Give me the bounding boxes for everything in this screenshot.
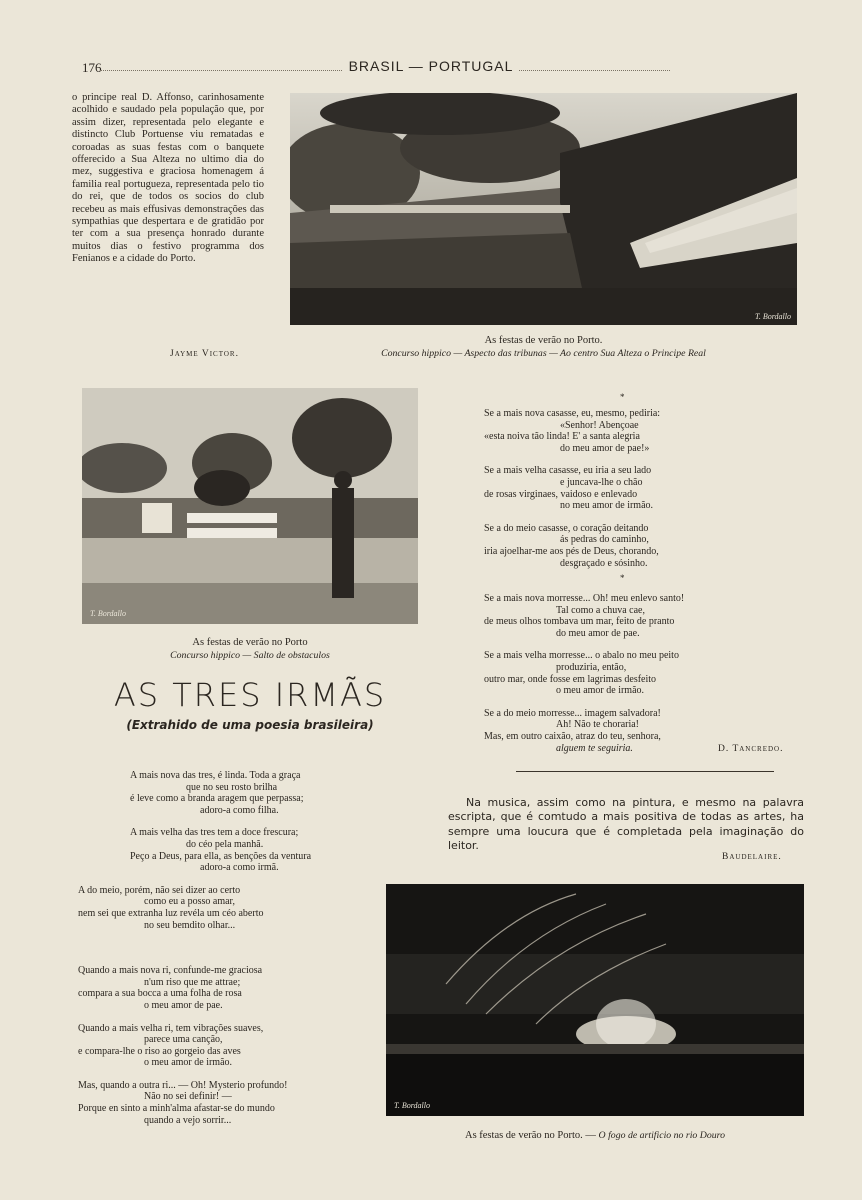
poem-line: o meu amor de pae. <box>144 999 223 1011</box>
poem-line: A do meio, porém, não sei dizer ao certo <box>78 884 241 896</box>
poem-line: e juncava-lhe o chão <box>560 476 643 488</box>
poem-line: de rosas virginaes, vaidoso e enlevado <box>484 488 638 500</box>
caption-obstaculos-title: As festas de verão no Porto <box>192 637 308 648</box>
poem-stanza <box>78 770 378 816</box>
article-paragraph: o principe real D. Affonso, carinhosamente acolhido e saudado pela população que, por assim dizer, representada pelo elegante e distincto Club Portuense viu rematadas e coroadas as suas festas com o banquete offerecido a Sua Alteza no ultimo dia do mez, suggestiva e graciosa homenagem á familia real portugueza, representada pelo tio do rei, que de todos os socios do club recebeu as mais effusivas demonstrações das sympathias que despertara e de gratidão por ter com a sua presença honrado durante muitos dias o festivo programma dos Fenianos e a cidade do Porto. <box>72 92 264 265</box>
page-number: 176 <box>82 60 102 75</box>
poem-line: produziria, então, <box>556 661 627 673</box>
poem-stanza <box>484 593 804 639</box>
poem-line: iria ajoelhar-me aos pés de Deus, chorando, <box>484 545 659 557</box>
poem-left <box>78 770 378 1137</box>
poem-line: Se a do meio morresse... imagem salvadora! <box>484 707 661 719</box>
photo-credit: T. Bordallo <box>394 1101 431 1110</box>
poem-line: nem sei que extranha luz revéla um céo aberto <box>78 907 264 919</box>
poem-line: Se a mais velha morresse... o abalo no meu peito <box>484 650 679 662</box>
photo-obstaculos <box>82 388 418 624</box>
poem-stanza <box>78 827 378 873</box>
poem-line: quando a vejo sorrir... <box>144 1114 232 1126</box>
poem-stanza <box>78 1080 378 1126</box>
ornament-star: * <box>620 392 625 402</box>
poem-line: parece uma canção, <box>144 1034 223 1046</box>
poem-right <box>484 408 804 580</box>
poem-title: AS TRES IRMÃS <box>113 676 387 714</box>
caption-fogo-title: As festas de verão no Porto. — <box>464 1130 596 1141</box>
poem-line: do céo pela manhã. <box>186 838 264 850</box>
poem-line: adoro-a como filha. <box>200 804 279 816</box>
poem-stanza <box>484 650 804 696</box>
poem-line: Se a mais nova casasse, eu, mesmo, pediria: <box>484 408 661 419</box>
running-head-title: BRASIL — PORTUGAL <box>343 58 520 74</box>
poem-stanza <box>484 523 804 569</box>
poem-line: no meu amor de irmão. <box>560 500 654 512</box>
poem-stanza <box>484 465 804 511</box>
poem-line: n'um riso que me attrae; <box>144 976 241 988</box>
poem-line: «esta noiva tão linda! E' a santa alegria <box>484 431 640 443</box>
poem-stanza <box>78 1023 378 1069</box>
caption-fogo <box>386 1129 804 1142</box>
poem-line: desgraçado e sósinho. <box>560 557 648 569</box>
poem-line: alguem te seguiria. <box>556 742 633 754</box>
poem-line: do meu amor de pae. <box>556 627 640 639</box>
poem-line: «Senhor! Abençoae <box>560 419 639 431</box>
poem-line: como eu a posso amar, <box>144 896 235 908</box>
poem-line: Quando a mais nova ri, confunde-me graciosa <box>78 965 263 977</box>
photo-credit: T. Bordallo <box>90 609 127 618</box>
poem-stanza <box>78 965 378 1011</box>
poem-line: Não no sei definir! — <box>144 1091 232 1103</box>
quote-signature: Baudelaire. <box>722 852 782 862</box>
poem-line: A mais nova das tres, é linda. Toda a graça <box>130 770 301 781</box>
divider-rule <box>516 771 774 772</box>
poem-subtitle: (Extrahido de uma poesia brasileira) <box>126 718 374 732</box>
poem-line: é leve como a branda aragem que perpassa; <box>130 793 304 805</box>
poem-line: Se a mais nova morresse... Oh! meu enlevo santo! <box>484 593 685 604</box>
poem-right-2 <box>484 593 804 765</box>
poem-line: outro mar, onde fosse em lagrimas desfeito <box>484 673 657 685</box>
poem-line: Mas, quando a outra ri... — Oh! Mysterio profundo! <box>78 1079 288 1091</box>
photo-tribunas <box>290 93 797 325</box>
poem-line: Porque en sinto a minh'alma afastar-se do mundo <box>78 1103 275 1115</box>
poem-line: compara a sua bocca a uma folha de rosa <box>78 988 242 1000</box>
poem-line: Ah! Não te choraria! <box>556 719 640 731</box>
caption-tribunas-title: As festas de verão no Porto. <box>484 335 603 346</box>
poem-line: Se a do meio casasse, o coração deitando <box>484 522 649 534</box>
poem-stanza <box>78 885 378 931</box>
poem-line: e compara-lhe o riso ao gorgeio das aves <box>78 1045 241 1057</box>
poem-line: que no seu rosto brilha <box>186 781 278 793</box>
poem-line: Tal como a chuva cae, <box>556 604 645 616</box>
poem-line: Se a mais velha casasse, eu iria a seu lado <box>484 465 652 477</box>
article-text <box>72 92 264 266</box>
poem-line: Mas, em outro caixão, atraz do teu, senhora, <box>484 730 661 742</box>
photo-credit: T. Bordallo <box>754 312 791 321</box>
caption-obstaculos <box>82 636 418 662</box>
poem-line: o meu amor de irmão. <box>144 1057 233 1069</box>
poem-line: de meus olhos tombava um mar, feito de pranto <box>484 616 675 628</box>
poem-line: A mais velha das tres tem a doce frescura; <box>130 827 299 839</box>
poem-line: o meu amor de irmão. <box>556 685 645 697</box>
poem-line: Quando a mais velha ri, tem vibrações suaves, <box>78 1022 264 1034</box>
poem-line: do meu amor de pae!» <box>560 442 650 454</box>
caption-obstaculos-sub: Concurso hippico — Salto de obstaculos <box>170 650 330 661</box>
poem-line: adoro-a como irmã. <box>200 862 279 874</box>
ornament-star: * <box>620 573 625 583</box>
running-head <box>0 58 862 74</box>
caption-tribunas-sub: Concurso hippico — Aspecto das tribunas — Ao centro Sua Alteza o Principe Real <box>381 348 706 359</box>
caption-fogo-sub: O fogo de artificio no rio Douro <box>598 1130 725 1141</box>
article-signature: Jayme Victor. <box>170 349 239 359</box>
photo-fogo <box>386 884 804 1116</box>
caption-tribunas <box>290 334 797 360</box>
poem-line: no seu bemdito olhar... <box>144 919 236 931</box>
poem-line: ás pedras do caminho, <box>560 534 649 546</box>
poem-signature: D. Tancredo. <box>718 744 784 754</box>
poem-stanza <box>484 408 804 454</box>
poem-line: Peço a Deus, para ella, as benções da ventura <box>130 850 312 862</box>
quote-text: Na musica, assim como na pintura, e mesmo na palavra escripta, que é comtudo a mais positiva de todas as artes, ha sempre uma loucura que é completada pela imaginação do leitor. <box>448 796 804 853</box>
